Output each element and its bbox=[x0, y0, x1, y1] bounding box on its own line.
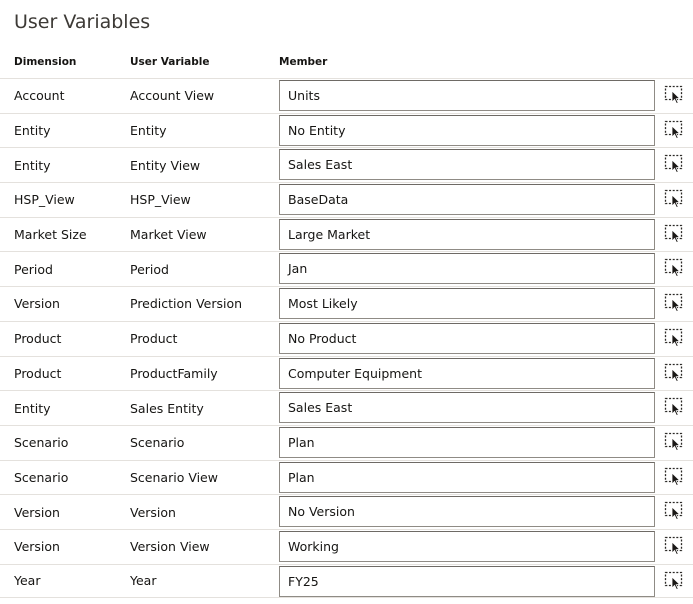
table-row bbox=[0, 182, 693, 217]
user-variable-cell: Market View bbox=[130, 227, 207, 243]
table-row bbox=[0, 425, 693, 460]
member-input[interactable]: Plan bbox=[279, 427, 655, 458]
member-input[interactable]: No Product bbox=[279, 323, 655, 354]
member-input[interactable]: Large Market bbox=[279, 219, 655, 250]
user-variable-cell: Product bbox=[130, 331, 178, 347]
user-variable-cell: Period bbox=[130, 261, 169, 277]
member-input[interactable]: FY25 bbox=[279, 566, 655, 597]
member-input[interactable]: Units bbox=[279, 80, 655, 111]
member-input[interactable]: Most Likely bbox=[279, 288, 655, 319]
dimension-cell: Version bbox=[14, 504, 60, 520]
table-row bbox=[0, 494, 693, 529]
member-selector-icon[interactable] bbox=[664, 154, 684, 174]
user-variable-cell: Entity bbox=[130, 123, 167, 139]
dimension-cell: Version bbox=[14, 539, 60, 555]
table-row bbox=[0, 113, 693, 148]
table-row bbox=[0, 78, 693, 113]
dimension-cell: Product bbox=[14, 365, 62, 381]
dimension-cell: Version bbox=[14, 296, 60, 312]
table-row bbox=[0, 356, 693, 391]
member-selector-icon[interactable] bbox=[664, 467, 684, 487]
user-variable-cell: Prediction Version bbox=[130, 296, 243, 312]
member-input[interactable]: No Version bbox=[279, 496, 655, 527]
dimension-cell: Entity bbox=[14, 157, 51, 173]
table-row bbox=[0, 251, 693, 286]
dimension-cell: Scenario bbox=[14, 435, 69, 451]
member-selector-icon[interactable] bbox=[664, 363, 684, 383]
user-variable-cell: Account View bbox=[130, 88, 215, 104]
member-selector-icon[interactable] bbox=[664, 571, 684, 591]
table-row bbox=[0, 321, 693, 356]
table-row bbox=[0, 147, 693, 182]
user-variable-cell: Sales Entity bbox=[130, 400, 204, 416]
dimension-cell: Scenario bbox=[14, 469, 69, 485]
user-variable-cell: HSP_View bbox=[130, 192, 191, 208]
dimension-cell: Entity bbox=[14, 123, 51, 139]
member-input[interactable]: Working bbox=[279, 531, 655, 562]
dimension-cell: Market Size bbox=[14, 227, 87, 243]
member-selector-icon[interactable] bbox=[664, 432, 684, 452]
table-row bbox=[0, 529, 693, 564]
member-selector-icon[interactable] bbox=[664, 189, 684, 209]
table-row bbox=[0, 564, 693, 599]
dimension-cell: Period bbox=[14, 261, 53, 277]
column-header-member: Member bbox=[279, 56, 328, 68]
dimension-cell: Entity bbox=[14, 400, 51, 416]
dimension-cell: Product bbox=[14, 331, 62, 347]
user-variable-cell: ProductFamily bbox=[130, 365, 218, 381]
member-selector-icon[interactable] bbox=[664, 224, 684, 244]
dimension-cell: Account bbox=[14, 88, 65, 104]
dimension-cell: Year bbox=[14, 573, 41, 589]
member-selector-icon[interactable] bbox=[664, 293, 684, 313]
member-selector-icon[interactable] bbox=[664, 536, 684, 556]
user-variable-cell: Year bbox=[130, 573, 157, 589]
user-variables-table bbox=[0, 78, 693, 598]
user-variable-cell: Version View bbox=[130, 539, 210, 555]
user-variable-cell: Entity View bbox=[130, 157, 201, 173]
table-row bbox=[0, 286, 693, 321]
member-input[interactable]: BaseData bbox=[279, 184, 655, 215]
member-selector-icon[interactable] bbox=[664, 85, 684, 105]
member-selector-icon[interactable] bbox=[664, 397, 684, 417]
table-row bbox=[0, 217, 693, 252]
member-input[interactable]: Jan bbox=[279, 253, 655, 284]
member-input[interactable]: Plan bbox=[279, 462, 655, 493]
column-header-dimension: Dimension bbox=[14, 56, 77, 68]
member-input[interactable]: No Entity bbox=[279, 115, 655, 146]
member-input[interactable]: Sales East bbox=[279, 149, 655, 180]
member-input[interactable]: Computer Equipment bbox=[279, 358, 655, 389]
column-header-user-variable: User Variable bbox=[130, 56, 210, 68]
member-selector-icon[interactable] bbox=[664, 501, 684, 521]
table-row bbox=[0, 390, 693, 425]
table-row bbox=[0, 460, 693, 495]
member-selector-icon[interactable] bbox=[664, 120, 684, 140]
user-variable-cell: Version bbox=[130, 504, 176, 520]
member-selector-icon[interactable] bbox=[664, 258, 684, 278]
member-input[interactable]: Sales East bbox=[279, 392, 655, 423]
user-variable-cell: Scenario View bbox=[130, 469, 218, 485]
table-header bbox=[0, 54, 693, 78]
user-variable-cell: Scenario bbox=[130, 435, 185, 451]
page-title: User Variables bbox=[14, 11, 151, 33]
dimension-cell: HSP_View bbox=[14, 192, 75, 208]
member-selector-icon[interactable] bbox=[664, 328, 684, 348]
